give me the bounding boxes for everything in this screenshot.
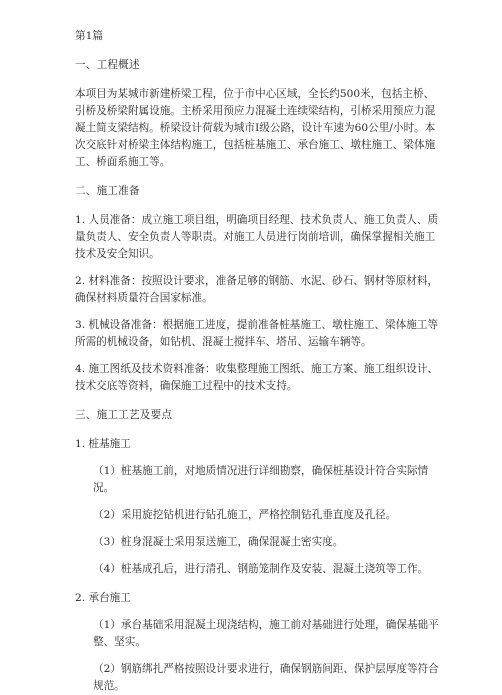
pile-item-2: （2）采用旋挖钻机进行钻孔施工，严格控制钻孔垂直度及孔径。 [93,509,397,521]
prep-item-drawings: 4. 施工图纸及技术资料准备：收集整理施工图纸、施工方案、施工组织设计、技术交底等资料，确保施工过程中的技术支持。 [75,363,439,392]
section-1-paragraph: 本项目为某城市新建桥梁工程，位于市中心区域，全长约500米，包括主桥、引桥及桥梁附属设施。主桥采用预应力混凝土连续梁结构，引桥采用预应力混凝土简支梁结构。桥梁设计荷载为城市Ⅰ级公路，设计车速为60公里/小时。本次交底针对桥梁主体结构施工，包括桩基施工、承台施工、墩柱施工、梁体施工、桥面系施工等。 [75,88,436,168]
prep-item-personnel: 1. 人员准备：成立施工项目组，明确项目经理、技术负责人、施工负责人、质量负责人、安全负责人等职责。对施工人员进行岗前培训，确保掌握相关施工技术及安全知识。 [75,214,439,260]
subsection-cap-title: 2. 承台施工 [75,592,131,604]
section-1-title: 一、工程概述 [75,59,140,71]
subsection-pile-title: 1. 桩基施工 [75,438,131,450]
prep-item-equipment: 3. 机械设备准备：根据施工进度，提前准备桩基施工、墩柱施工、梁体施工等所需的机械设备，如钻机、混凝土搅拌车、塔吊、运输车辆等。 [75,319,439,348]
section-2-title: 二、施工准备 [75,185,140,197]
prep-item-materials: 2. 材料准备：按照设计要求，准备足够的钢筋、水泥、砂石、钢材等原材料，确保材料质量符合国家标准。 [75,275,439,304]
cap-item-1: （1）承台基础采用混凝土现浇结构，施工前对基础进行处理，确保基础平整、坚实。 [93,619,439,648]
pile-item-1: （1）桩基施工前，对地质情况进行详细勘察，确保桩基设计符合实际情况。 [93,465,429,494]
section-3-title: 三、施工工艺及要点 [75,409,173,421]
cap-item-2: （2）钢筋绑扎严格按照设计要求进行，确保钢筋间距、保护层厚度等符合规范。 [93,663,439,692]
pile-item-4: （4）桩基成孔后，进行清孔、钢筋笼制作及安装、混凝土浇筑等工作。 [93,563,429,575]
pile-item-3: （3）桩身混凝土采用泵送施工，确保混凝土密实度。 [93,536,344,548]
page-label: 第1篇 [75,30,103,42]
